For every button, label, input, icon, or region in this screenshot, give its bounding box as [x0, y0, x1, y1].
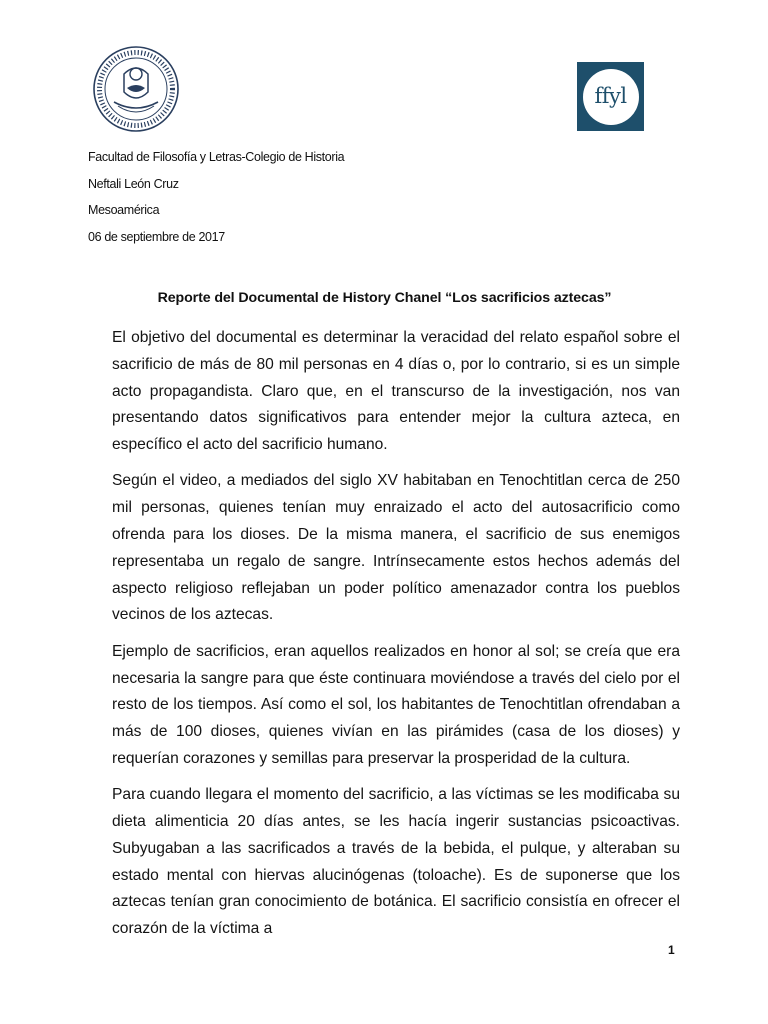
- paragraph: Ejemplo de sacrificios, eran aquellos realizados en honor al sol; se creía que era necesaria la sangre para que éste continuara moviéndose a través del cielo por el resto de los tiempos. Así como el sol, los habitantes de Tenochtitlan ofrendaban a más de 100 dioses, quienes vivían en las pirámides (casa de los dioses) y requerían corazones y semillas para preservar la prosperidad de la cultura.: [112, 642, 680, 767]
- document-title: Reporte del Documental de History Chanel “Los sacrificios aztecas”: [157, 290, 612, 306]
- institution-line: Facultad de Filosofía y Letras-Colegio de Historia: [88, 150, 345, 164]
- university-seal-logo: [84, 44, 188, 134]
- ffyl-logo-circle: [583, 69, 639, 125]
- date-line: 06 de septiembre de 2017: [88, 229, 225, 244]
- author-line: Neftali León Cruz: [88, 176, 179, 191]
- paragraph: Para cuando llegara el momento del sacrificio, a las víctimas se les modificaba su dieta alimenticia 20 días antes, se les hacía ingerir sustancias psicoactivas. Subyugaban a las sacrificados a través de la bebida, el pulque, y alteraban su estado mental con hiervas alucinógenas (toloache). Es de suponerse que los aztecas tenían gran conocimiento de botánica. El sacrificio consistía en ofrecer el corazón de la víctima a: [112, 786, 680, 938]
- university-seal-icon: [84, 44, 188, 134]
- paragraph: El objetivo del documental es determinar la veracidad del relato español sobre el sacrificio de más de 80 mil personas en 4 días o, por lo contrario, si es un simple acto propagandista. Claro que, en el transcurso de la investigación, nos van presentando datos significativos para entender mejor la cultura azteca, en específico el acto del sacrificio humano.: [112, 329, 680, 454]
- document-body: [112, 325, 680, 953]
- ffyl-logo-text: ffyl: [594, 84, 627, 108]
- document-header: [88, 148, 488, 254]
- ffyl-logo: [577, 62, 644, 131]
- page-number: 1: [668, 943, 675, 957]
- course-line: Mesoamérica: [88, 203, 160, 217]
- paragraph: Según el video, a mediados del siglo XV habitaban en Tenochtitlan cerca de 250 mil personas, quienes tenían muy enraizado el acto del autosacrificio como ofrenda para los dioses. De la misma manera, el sacrificio de sus enemigos representaba un regalo de sangre. Intrínsecamente estos hechos además del aspecto religioso reflejaban un poder político amenazador contra los pueblos vecinos de los aztecas.: [112, 472, 680, 624]
